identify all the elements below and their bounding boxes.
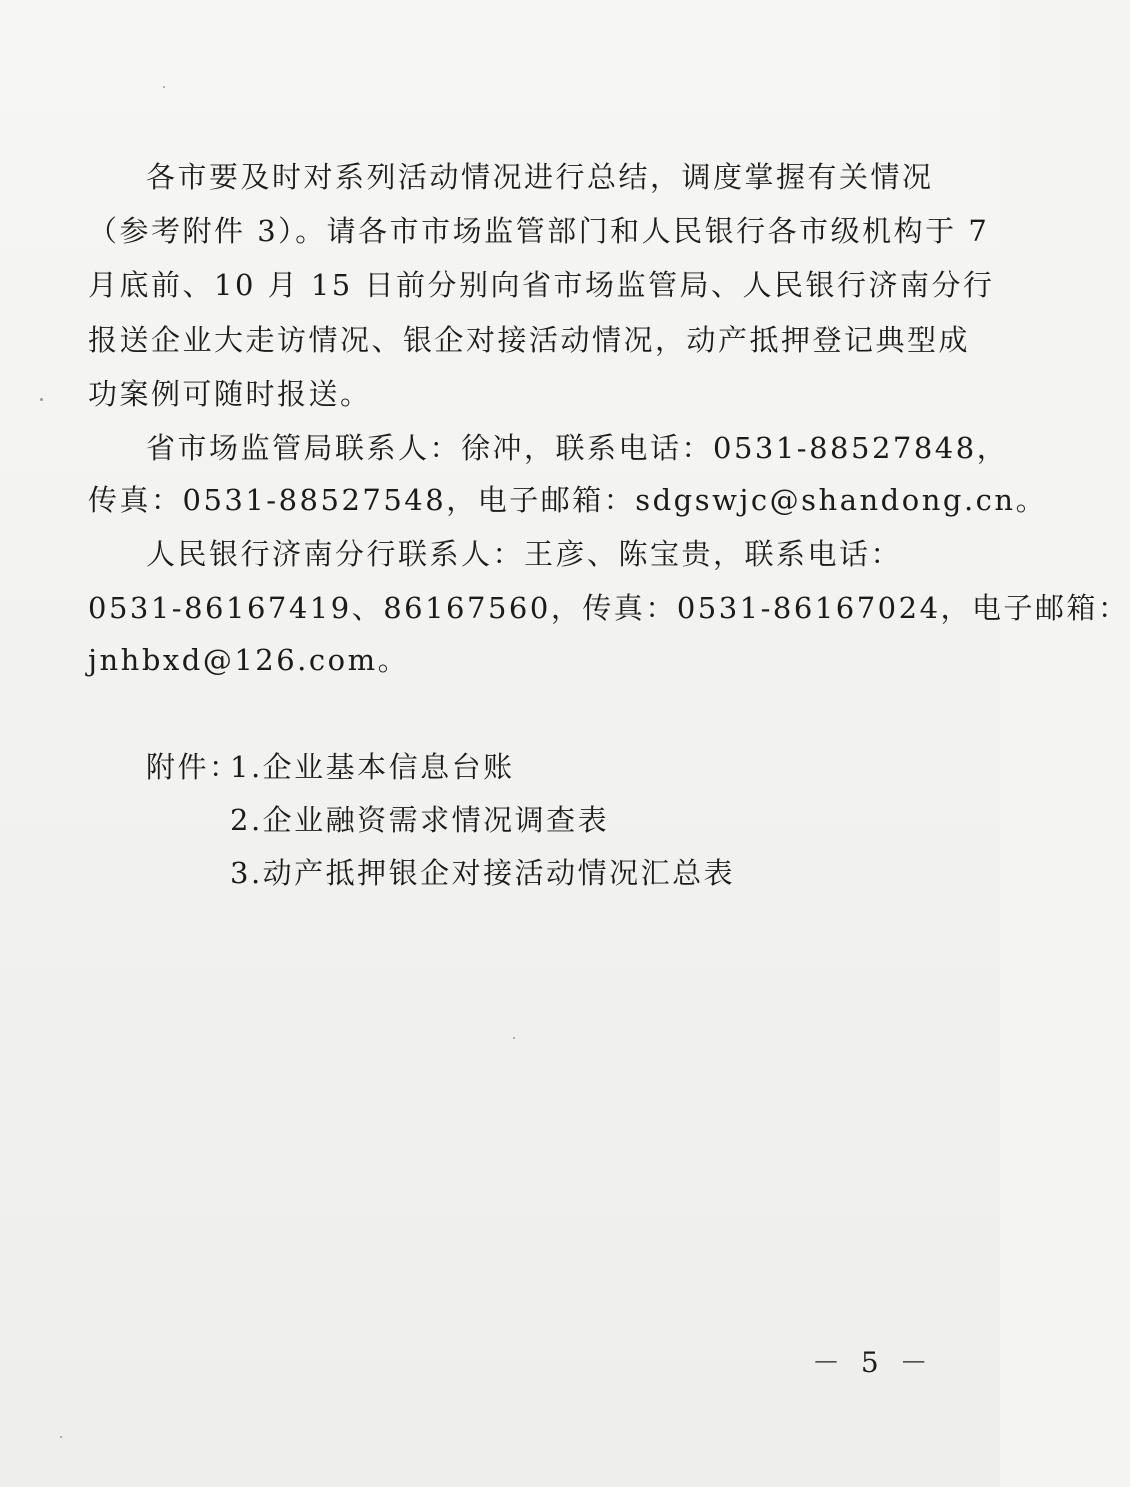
attachment-item: 2.企业融资需求情况调查表 [230,803,610,837]
attachment-item: 3.动产抵押银企对接活动情况汇总表 [230,856,736,890]
text-line: 月底前、10 月 15 日前分别向省市场监管局、人民银行济南分行 [88,268,995,302]
scan-speck [163,86,165,88]
text-line: 传真：0531-88527548，电子邮箱：sdgswjc@shandong.cn。 [88,483,1048,517]
attachments-label: 附件： [146,750,241,784]
page-number: － 5 － [812,1346,934,1379]
text-line: 0531-86167419、86167560，传真：0531-86167024，电子邮箱： [88,591,1130,625]
text-line: 省市场监管局联系人：徐冲，联系电话：0531-88527848， [146,431,1009,465]
scan-speck [60,1436,62,1438]
text-line: jnhbxd@126.com。 [88,643,410,677]
text-line: 人民银行济南分行联系人：王彦、陈宝贵，联系电话： [146,537,903,571]
scan-speck [40,398,43,401]
text-line: （参考附件 3）。请各市市场监管部门和人民银行各市级机构于 7 [88,214,990,248]
text-line: 功案例可随时报送。 [88,377,372,411]
scan-speck [513,1037,515,1039]
attachment-item: 1.企业基本信息台账 [230,750,515,784]
text-line: 报送企业大走访情况、银企对接活动情况，动产抵押登记典型成 [88,323,971,357]
text-line: 各市要及时对系列活动情况进行总结，调度掌握有关情况 [146,160,934,194]
